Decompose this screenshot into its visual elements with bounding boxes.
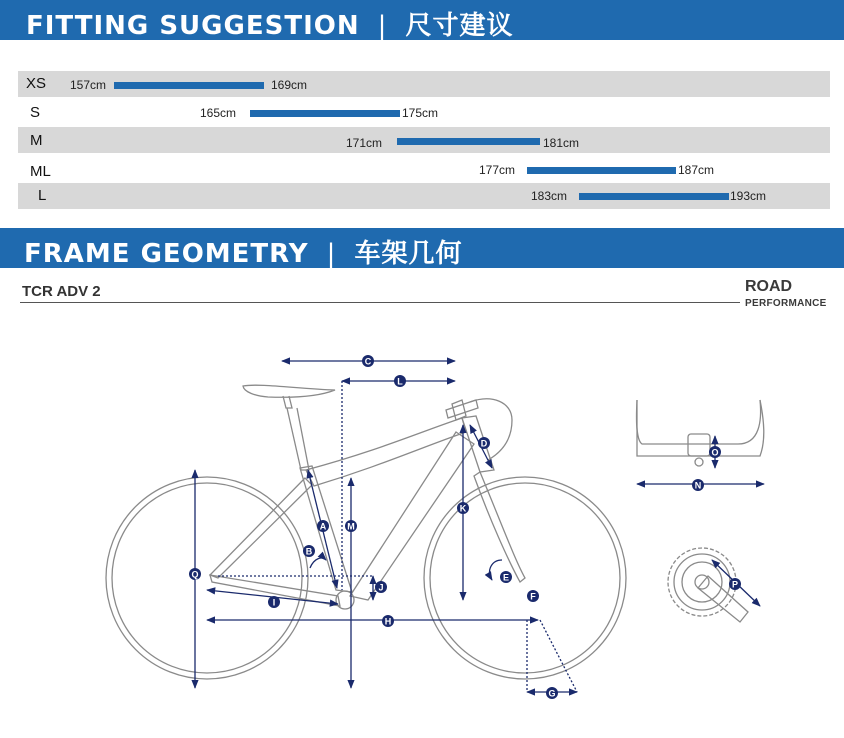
height-max: 187cm (678, 163, 715, 177)
callout-h (382, 615, 394, 627)
dim-b-arc (310, 558, 326, 568)
callout-g (546, 687, 558, 699)
callout-c (362, 355, 374, 367)
chainring-teeth (668, 548, 739, 616)
fork (474, 472, 525, 582)
svg-text:B: B (305, 546, 313, 557)
spacer (452, 400, 466, 420)
dim-g-guide2 (540, 620, 577, 692)
model-name: TCR ADV 2 (22, 283, 101, 300)
dimension-lines (195, 361, 577, 692)
callout-n (692, 479, 704, 491)
bar-drop (637, 400, 761, 444)
svg-text:C: C (364, 356, 372, 367)
height-max: 181cm (543, 136, 580, 150)
svg-text:L: L (397, 376, 403, 387)
callout-i (268, 596, 280, 608)
height-max: 193cm (730, 189, 767, 203)
title-separator: | (326, 239, 337, 269)
height-min: 177cm (479, 163, 516, 177)
callout-m (345, 520, 357, 532)
callout-a (317, 520, 329, 532)
svg-text:Q: Q (191, 569, 199, 580)
fitting-title-cn: 尺寸建议 (405, 11, 514, 41)
callout-p (729, 578, 741, 590)
rear-wheel-outer (106, 477, 308, 679)
callout-o (709, 446, 721, 458)
category-label: ROAD (745, 278, 793, 295)
callout-b (303, 545, 315, 557)
svg-text:F: F (530, 591, 536, 602)
seat-post (287, 408, 309, 470)
svg-text:K: K (459, 503, 467, 514)
geometry-title-cn: 车架几何 (354, 239, 463, 269)
callout-e (500, 571, 512, 583)
fitting-title-en: FITTING SUGGESTION (26, 11, 360, 41)
callout-j (375, 581, 387, 593)
callout-l (394, 375, 406, 387)
down-tube (350, 432, 474, 600)
title-separator: | (377, 11, 388, 41)
callout-d (478, 437, 490, 449)
height-min: 183cm (531, 189, 568, 203)
height-max: 169cm (271, 78, 308, 92)
top-tube (306, 418, 466, 486)
svg-text:H: H (384, 616, 392, 627)
svg-text:I: I (272, 597, 276, 608)
svg-text:D: D (480, 438, 488, 449)
svg-text:O: O (711, 447, 719, 458)
svg-text:P: P (731, 579, 739, 590)
height-min: 171cm (346, 136, 383, 150)
rear-wheel-inner (112, 483, 302, 673)
svg-text:A: A (319, 521, 327, 532)
handlebar-front-view (637, 400, 764, 466)
size-label: XS (26, 75, 47, 92)
callout-q (189, 568, 201, 580)
size-label: ML (30, 163, 51, 180)
height-min: 165cm (200, 106, 237, 120)
svg-text:G: G (548, 688, 556, 699)
geometry-title-en: FRAME GEOMETRY (24, 239, 309, 269)
height-min: 157cm (70, 78, 107, 92)
svg-text:N: N (694, 480, 702, 491)
size-label: L (38, 187, 47, 204)
saddle (243, 385, 335, 397)
size-label: S (30, 104, 41, 121)
svg-text:M: M (347, 521, 355, 532)
callout-f (527, 590, 539, 602)
stem (446, 400, 478, 418)
svg-text:J: J (378, 582, 384, 593)
size-label: M (30, 132, 43, 149)
svg-text:E: E (502, 572, 510, 583)
subcategory-label: PERFORMANCE (745, 298, 827, 309)
callout-k (457, 502, 469, 514)
height-max: 175cm (402, 106, 439, 120)
